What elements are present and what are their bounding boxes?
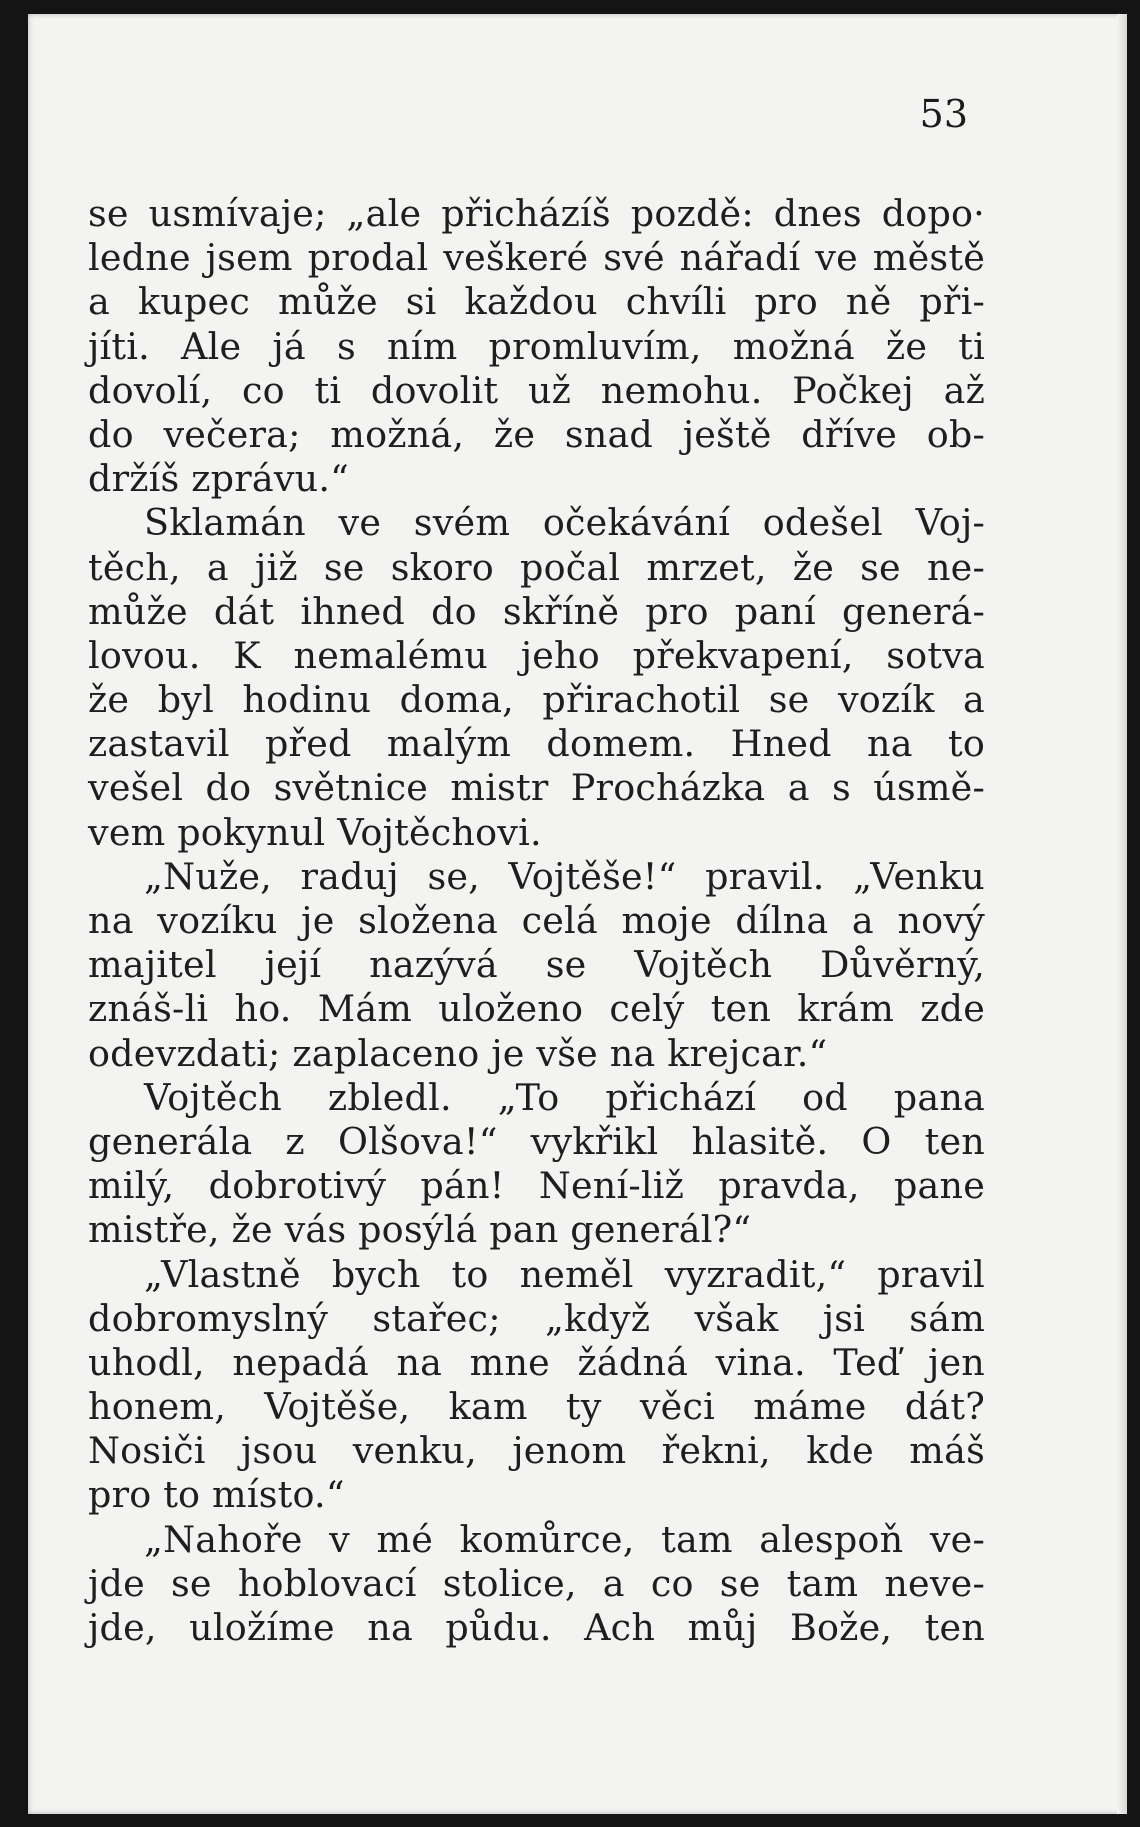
text-line: odevzdati; zaplaceno je vše na krejcar.“ [88,1031,828,1075]
text-line: honem, Vojtěše, kam ty věci máme dát? [88,1385,985,1429]
text-line: Vojtěch zbledl. „To přichází od pana [144,1075,985,1119]
book-page [28,14,1127,1814]
text-line: a kupec může si každou chvíli pro ně při- [88,280,985,324]
text-line: „Nuže, raduj se, Vojtěše!“ pravil. „Venku [144,854,985,898]
text-line: se usmívaje; „ale přicházíš pozdě: dnes dopo· [88,192,985,235]
text-line: generála z Olšova!“ vykřikl hlasitě. O ten [88,1119,985,1163]
text-line: „Nahoře v mé komůrce, tam alespoň ve- [144,1517,985,1561]
text-line: lovou. K nemalému jeho překvapení, sotva [88,633,985,677]
body-text [88,192,985,1650]
text-line: může dát ihned do skříně pro paní generá- [88,589,985,633]
text-line: pro to místo.“ [88,1473,345,1517]
text-line: dovolí, co ti dovolit už nemohu. Počkej až [88,368,985,412]
text-line: uhodl, nepadá na mne žádná vina. Teď jen [88,1340,985,1384]
text-line: ledne jsem prodal veškeré své nářadí ve městě [88,236,985,280]
text-line: těch, a již se skoro počal mrzet, že se ne- [88,545,985,589]
text-line: Nosiči jsou venku, jenom řekni, kde máš [88,1429,985,1473]
text-line: dobromyslný stařec; „když však jsi sám [88,1296,985,1340]
text-line: znáš-li ho. Mám uloženo celý ten krám zde [88,987,985,1031]
text-line: jde se hoblovací stolice, a co se tam neve- [88,1561,985,1605]
text-line: mistře, že vás posýlá pan generál?“ [88,1208,752,1252]
text-line: do večera; možná, že snad ještě dříve ob- [88,412,985,456]
text-line: na vozíku je složena celá moje dílna a nový [88,899,985,942]
text-line: zastavil před malým domem. Hned na to [88,722,985,766]
page-number: 53 [919,92,968,136]
text-line: jde, uložíme na půdu. Ach můj Bože, ten [88,1606,985,1649]
page-edge [1117,14,1127,1814]
text-line: držíš zprávu.“ [88,457,350,501]
text-line: Sklamán ve svém očekávání odešel Voj- [144,501,985,545]
text-line: vem pokynul Vojtěchovi. [88,810,542,854]
text-line: vešel do světnice mistr Procházka a s úsmě- [88,766,985,810]
text-line: že byl hodinu doma, přirachotil se vozík a [88,678,985,722]
text-line: „Vlastně bych to neměl vyzradit,“ pravil [144,1252,985,1296]
text-line: milý, dobrotivý pán! Není-liž pravda, pane [88,1164,985,1208]
text-line: majitel její nazývá se Vojtěch Důvěrný, [88,943,985,987]
text-line: jíti. Ale já s ním promluvím, možná že ti [88,324,985,368]
